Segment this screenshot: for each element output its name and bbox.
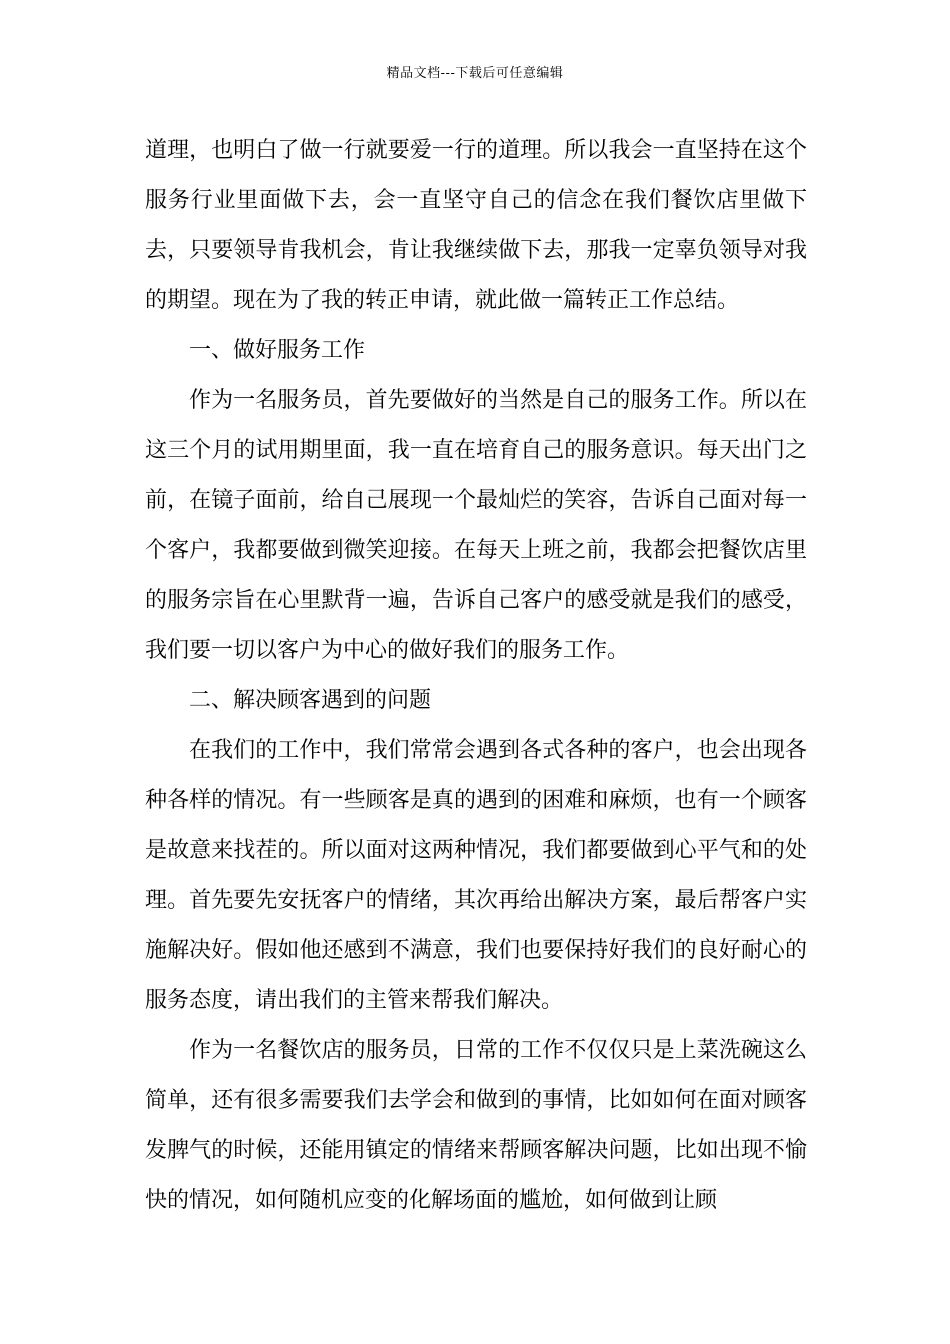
paragraph-daily-work: 作为一名餐饮店的服务员，日常的工作不仅仅只是上菜洗碗这么简单，还有很多需要我们去学会和做到的事情，比如如何在面对顾客发脾气的时候，还能用镇定的情绪来帮顾客解决问题，比如出现不愉快的情况，如何随机应变的化解场面的尴尬，如何做到让顾 [145, 1038, 807, 1213]
page-header: 精品文档---下载后可任意编辑 [386, 66, 564, 81]
paragraph-problems: 在我们的工作中，我们常常会遇到各式各种的客户，也会出现各种各样的情况。有一些顾客是真的遇到的困难和麻烦，也有一个顾客是故意来找茬的。所以面对这两种情况，我们都要做到心平气和的处理。首先要先安抚客户的情绪，其次再给出解决方案，最后帮客户实施解决好。假如他还感到不满意，我们也要保持好我们的良好耐心的服务态度，请出我们的主管来帮我们解决。 [145, 738, 807, 1013]
paragraph-intro: 道理，也明白了做一行就要爱一行的道理。所以我会一直坚持在这个服务行业里面做下去，会一直坚守自己的信念在我们餐饮店里做下去，只要领导肯我机会，肯让我继续做下去，那我一定辜负领导对我的期望。现在为了我的转正申请，就此做一篇转正工作总结。 [145, 138, 807, 313]
section-heading-service: 一、做好服务工作 [189, 338, 366, 363]
section-heading-problems: 二、解决顾客遇到的问题 [189, 688, 432, 713]
document-body [145, 126, 807, 1226]
paragraph-service: 作为一名服务员，首先要做好的当然是自己的服务工作。所以在这三个月的试用期里面，我一直在培育自己的服务意识。每天出门之前，在镜子面前，给自己展现一个最灿烂的笑容，告诉自己面对每一个客户，我都要做到微笑迎接。在每天上班之前，我都会把餐饮店里的服务宗旨在心里默背一遍，告诉自己客户的感受就是我们的感受，我们要一切以客户为中心的做好我们的服务工作。 [145, 388, 807, 663]
